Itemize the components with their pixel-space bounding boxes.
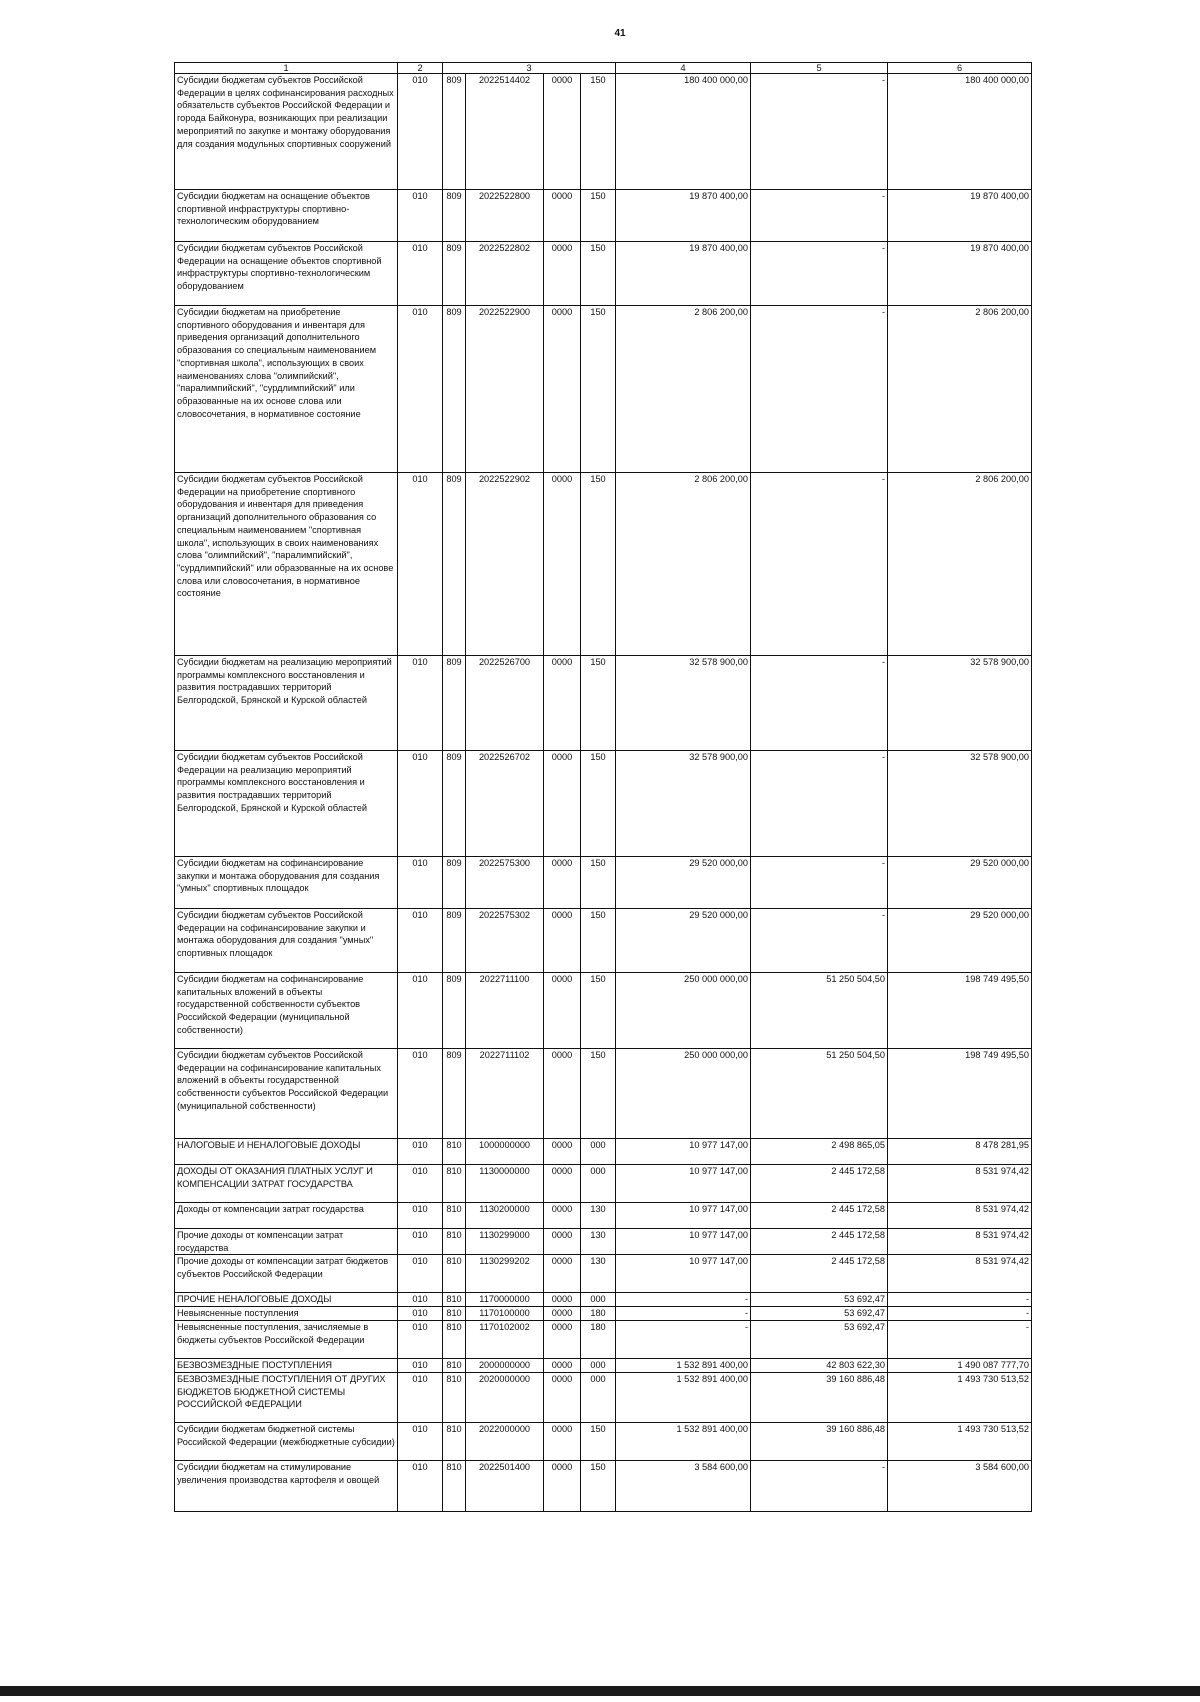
program-code: 0000 [544, 242, 581, 306]
kbk-code: 2022522900 [466, 306, 544, 473]
program-code: 0000 [544, 1203, 581, 1229]
table-row [175, 1422, 1032, 1460]
row-name: Невыясненные поступления, зачисляемые в бюджеты субъектов Российской Федерации [175, 1321, 398, 1359]
chapter-code: 810 [443, 1359, 466, 1373]
budget-table [174, 62, 1032, 1512]
program-code: 0000 [544, 1293, 581, 1307]
table-row [175, 973, 1032, 1049]
planned-amount: 1 532 891 400,00 [616, 1359, 751, 1373]
table-row [175, 242, 1032, 306]
kosgu-code: 150 [581, 473, 616, 656]
table-row [175, 1321, 1032, 1359]
table-row [175, 1293, 1032, 1307]
kosgu-code: 150 [581, 857, 616, 909]
table-row [175, 74, 1032, 190]
kosgu-code: 150 [581, 656, 616, 751]
column-header-5: 5 [751, 63, 888, 74]
chapter-code: 809 [443, 242, 466, 306]
executed-amount: - [751, 473, 888, 656]
chapter-code: 810 [443, 1372, 466, 1422]
table-row [175, 1229, 1032, 1255]
kbk-code: 1130299202 [466, 1255, 544, 1293]
admin-code: 010 [398, 1229, 443, 1255]
remaining-amount: 19 870 400,00 [888, 190, 1032, 242]
program-code: 0000 [544, 751, 581, 857]
admin-code: 010 [398, 74, 443, 190]
program-code: 0000 [544, 190, 581, 242]
executed-amount: - [751, 190, 888, 242]
row-name: Субсидии бюджетам на стимулирование увеличения производства картофеля и овощей [175, 1460, 398, 1511]
program-code: 0000 [544, 1307, 581, 1321]
table-row [175, 1307, 1032, 1321]
planned-amount: 10 977 147,00 [616, 1203, 751, 1229]
row-name: Прочие доходы от компенсации затрат бюджетов субъектов Российской Федерации [175, 1255, 398, 1293]
remaining-amount: 198 749 495,50 [888, 973, 1032, 1049]
row-name: Субсидии бюджетам на приобретение спортивного оборудования и инвентаря для приведения организаций дополнительного образования со специальным наименованием "спортивная школа", использующих в своих наименованиях слова "олимпийский", "паралимпийский", "сурдлимпийский" или образованные на их основе слова или словосочетания, в нормативное состояние [175, 306, 398, 473]
remaining-amount: - [888, 1307, 1032, 1321]
kbk-code: 1130299000 [466, 1229, 544, 1255]
program-code: 0000 [544, 74, 581, 190]
kosgu-code: 150 [581, 74, 616, 190]
kbk-code: 1000000000 [466, 1139, 544, 1165]
kosgu-code: 130 [581, 1203, 616, 1229]
row-name: ПРОЧИЕ НЕНАЛОГОВЫЕ ДОХОДЫ [175, 1293, 398, 1307]
column-header-1: 1 [175, 63, 398, 74]
executed-amount: 2 445 172,58 [751, 1229, 888, 1255]
row-name: ДОХОДЫ ОТ ОКАЗАНИЯ ПЛАТНЫХ УСЛУГ И КОМПЕНСАЦИИ ЗАТРАТ ГОСУДАРСТВА [175, 1165, 398, 1203]
table-row [175, 751, 1032, 857]
kosgu-code: 000 [581, 1359, 616, 1373]
program-code: 0000 [544, 656, 581, 751]
admin-code: 010 [398, 1307, 443, 1321]
planned-amount: 10 977 147,00 [616, 1139, 751, 1165]
admin-code: 010 [398, 1321, 443, 1359]
kosgu-code: 180 [581, 1307, 616, 1321]
program-code: 0000 [544, 1165, 581, 1203]
executed-amount: 42 803 622,30 [751, 1359, 888, 1373]
column-header-4: 4 [616, 63, 751, 74]
kosgu-code: 000 [581, 1372, 616, 1422]
planned-amount: 3 584 600,00 [616, 1460, 751, 1511]
row-name: Субсидии бюджетам на софинансирование капитальных вложений в объекты государственной собственности субъектов Российской Федерации (муниципальной собственности) [175, 973, 398, 1049]
row-name: НАЛОГОВЫЕ И НЕНАЛОГОВЫЕ ДОХОДЫ [175, 1139, 398, 1165]
kbk-code: 1170000000 [466, 1293, 544, 1307]
planned-amount: 1 532 891 400,00 [616, 1372, 751, 1422]
chapter-code: 809 [443, 306, 466, 473]
chapter-code: 810 [443, 1293, 466, 1307]
executed-amount: 2 445 172,58 [751, 1165, 888, 1203]
table-row [175, 190, 1032, 242]
executed-amount: 53 692,47 [751, 1307, 888, 1321]
program-code: 0000 [544, 1460, 581, 1511]
kbk-code: 2000000000 [466, 1359, 544, 1373]
executed-amount: 39 160 886,48 [751, 1422, 888, 1460]
kbk-code: 2022522800 [466, 190, 544, 242]
table-row [175, 1460, 1032, 1511]
admin-code: 010 [398, 1359, 443, 1373]
executed-amount: 2 498 865,05 [751, 1139, 888, 1165]
row-name: Субсидии бюджетам на оснащение объектов спортивной инфраструктуры спортивно-технологическим оборудованием [175, 190, 398, 242]
chapter-code: 810 [443, 1165, 466, 1203]
row-name: БЕЗВОЗМЕЗДНЫЕ ПОСТУПЛЕНИЯ ОТ ДРУГИХ БЮДЖЕТОВ БЮДЖЕТНОЙ СИСТЕМЫ РОССИЙСКОЙ ФЕДЕРАЦИИ [175, 1372, 398, 1422]
program-code: 0000 [544, 1049, 581, 1139]
kosgu-code: 150 [581, 1422, 616, 1460]
kbk-code: 1130000000 [466, 1165, 544, 1203]
chapter-code: 809 [443, 1049, 466, 1139]
row-name: Субсидии бюджетам на софинансирование закупки и монтажа оборудования для создания "умных" спортивных площадок [175, 857, 398, 909]
table-row [175, 1139, 1032, 1165]
chapter-code: 810 [443, 1321, 466, 1359]
planned-amount: 19 870 400,00 [616, 190, 751, 242]
kosgu-code: 150 [581, 242, 616, 306]
planned-amount: 180 400 000,00 [616, 74, 751, 190]
kosgu-code: 150 [581, 1049, 616, 1139]
row-name: Прочие доходы от компенсации затрат государства [175, 1229, 398, 1255]
chapter-code: 810 [443, 1139, 466, 1165]
admin-code: 010 [398, 473, 443, 656]
row-name: Субсидии бюджетам субъектов Российской Федерации на софинансирование закупки и монтажа оборудования для создания "умных" спортивных площадок [175, 909, 398, 973]
admin-code: 010 [398, 1255, 443, 1293]
kbk-code: 2022575302 [466, 909, 544, 973]
chapter-code: 809 [443, 473, 466, 656]
remaining-amount: 2 806 200,00 [888, 306, 1032, 473]
kbk-code: 2022522902 [466, 473, 544, 656]
row-name: Невыясненные поступления [175, 1307, 398, 1321]
planned-amount: 29 520 000,00 [616, 857, 751, 909]
executed-amount: 53 692,47 [751, 1293, 888, 1307]
program-code: 0000 [544, 306, 581, 473]
admin-code: 010 [398, 190, 443, 242]
planned-amount: 32 578 900,00 [616, 751, 751, 857]
remaining-amount: 29 520 000,00 [888, 909, 1032, 973]
kbk-code: 1170100000 [466, 1307, 544, 1321]
chapter-code: 810 [443, 1460, 466, 1511]
executed-amount: - [751, 242, 888, 306]
remaining-amount: - [888, 1293, 1032, 1307]
program-code: 0000 [544, 1229, 581, 1255]
row-name: Субсидии бюджетам бюджетной системы Российской Федерации (межбюджетные субсидии) [175, 1422, 398, 1460]
program-code: 0000 [544, 1422, 581, 1460]
executed-amount: - [751, 857, 888, 909]
remaining-amount: 8 531 974,42 [888, 1229, 1032, 1255]
remaining-amount: 32 578 900,00 [888, 751, 1032, 857]
kbk-code: 2022711100 [466, 973, 544, 1049]
chapter-code: 810 [443, 1422, 466, 1460]
kosgu-code: 150 [581, 1460, 616, 1511]
planned-amount: 29 520 000,00 [616, 909, 751, 973]
planned-amount: - [616, 1307, 751, 1321]
chapter-code: 809 [443, 973, 466, 1049]
column-header-6: 6 [888, 63, 1032, 74]
kbk-code: 2022501400 [466, 1460, 544, 1511]
planned-amount: 19 870 400,00 [616, 242, 751, 306]
row-name: Субсидии бюджетам субъектов Российской Федерации на софинансирование капитальных вложений в объекты государственной собственности субъектов Российской Федерации (муниципальной собственности) [175, 1049, 398, 1139]
remaining-amount: 29 520 000,00 [888, 857, 1032, 909]
admin-code: 010 [398, 1139, 443, 1165]
remaining-amount: 8 478 281,95 [888, 1139, 1032, 1165]
remaining-amount: 198 749 495,50 [888, 1049, 1032, 1139]
chapter-code: 809 [443, 909, 466, 973]
program-code: 0000 [544, 1359, 581, 1373]
chapter-code: 809 [443, 656, 466, 751]
table-row [175, 1049, 1032, 1139]
executed-amount: - [751, 1460, 888, 1511]
kbk-code: 2022000000 [466, 1422, 544, 1460]
kosgu-code: 150 [581, 751, 616, 857]
planned-amount: 250 000 000,00 [616, 973, 751, 1049]
admin-code: 010 [398, 751, 443, 857]
program-code: 0000 [544, 473, 581, 656]
executed-amount: 39 160 886,48 [751, 1372, 888, 1422]
row-name: Субсидии бюджетам субъектов Российской Федерации на приобретение спортивного оборудования и инвентаря для приведения организаций дополнительного образования со специальным наименованием "спортивная школа", использующих в своих наименованиях слова "олимпийский", "паралимпийский", "сурдлимпийский" или образованные на их основе слова или словосочетания, в нормативное состояние [175, 473, 398, 656]
table-row [175, 1372, 1032, 1422]
kosgu-code: 130 [581, 1255, 616, 1293]
table-row [175, 857, 1032, 909]
kbk-code: 2022522802 [466, 242, 544, 306]
kbk-code: 2022711102 [466, 1049, 544, 1139]
admin-code: 010 [398, 857, 443, 909]
program-code: 0000 [544, 1372, 581, 1422]
admin-code: 010 [398, 909, 443, 973]
table-row [175, 306, 1032, 473]
remaining-amount: 3 584 600,00 [888, 1460, 1032, 1511]
row-name: Субсидии бюджетам субъектов Российской Федерации на оснащение объектов спортивной инфраструктуры спортивно-технологическим оборудованием [175, 242, 398, 306]
kosgu-code: 000 [581, 1165, 616, 1203]
chapter-code: 809 [443, 857, 466, 909]
admin-code: 010 [398, 656, 443, 751]
chapter-code: 810 [443, 1229, 466, 1255]
remaining-amount: 8 531 974,42 [888, 1255, 1032, 1293]
remaining-amount: - [888, 1321, 1032, 1359]
table-row [175, 1165, 1032, 1203]
planned-amount: 32 578 900,00 [616, 656, 751, 751]
executed-amount: - [751, 751, 888, 857]
row-name: Субсидии бюджетам субъектов Российской Федерации на реализацию мероприятий программы комплексного восстановления и развития пострадавших территорий Белгородской, Брянской и Курской областей [175, 751, 398, 857]
scan-bottom-edge [0, 1686, 1200, 1696]
kbk-code: 1170102002 [466, 1321, 544, 1359]
admin-code: 010 [398, 1049, 443, 1139]
planned-amount: 2 806 200,00 [616, 306, 751, 473]
kosgu-code: 000 [581, 1139, 616, 1165]
planned-amount: - [616, 1293, 751, 1307]
remaining-amount: 1 493 730 513,52 [888, 1422, 1032, 1460]
chapter-code: 810 [443, 1203, 466, 1229]
kbk-code: 2022526702 [466, 751, 544, 857]
program-code: 0000 [544, 1139, 581, 1165]
executed-amount: 51 250 504,50 [751, 973, 888, 1049]
kosgu-code: 150 [581, 190, 616, 242]
kbk-code: 2020000000 [466, 1372, 544, 1422]
admin-code: 010 [398, 306, 443, 473]
executed-amount: 51 250 504,50 [751, 1049, 888, 1139]
planned-amount: 10 977 147,00 [616, 1229, 751, 1255]
chapter-code: 809 [443, 74, 466, 190]
kosgu-code: 000 [581, 1293, 616, 1307]
program-code: 0000 [544, 1321, 581, 1359]
row-name: Доходы от компенсации затрат государства [175, 1203, 398, 1229]
kosgu-code: 150 [581, 306, 616, 473]
remaining-amount: 32 578 900,00 [888, 656, 1032, 751]
executed-amount: 53 692,47 [751, 1321, 888, 1359]
column-header-2: 2 [398, 63, 443, 74]
program-code: 0000 [544, 857, 581, 909]
kbk-code: 2022575300 [466, 857, 544, 909]
admin-code: 010 [398, 1165, 443, 1203]
program-code: 0000 [544, 1255, 581, 1293]
program-code: 0000 [544, 973, 581, 1049]
kbk-code: 2022514402 [466, 74, 544, 190]
planned-amount: 250 000 000,00 [616, 1049, 751, 1139]
page-number: 41 [614, 28, 626, 39]
table-row [175, 1359, 1032, 1373]
admin-code: 010 [398, 973, 443, 1049]
remaining-amount: 19 870 400,00 [888, 242, 1032, 306]
chapter-code: 810 [443, 1307, 466, 1321]
remaining-amount: 8 531 974,42 [888, 1203, 1032, 1229]
admin-code: 010 [398, 1372, 443, 1422]
admin-code: 010 [398, 1293, 443, 1307]
row-name: Субсидии бюджетам на реализацию мероприятий программы комплексного восстановления и развития пострадавших территорий Белгородской, Брянской и Курской областей [175, 656, 398, 751]
planned-amount: 10 977 147,00 [616, 1255, 751, 1293]
planned-amount: 1 532 891 400,00 [616, 1422, 751, 1460]
executed-amount: 2 445 172,58 [751, 1203, 888, 1229]
executed-amount: - [751, 74, 888, 190]
kosgu-code: 130 [581, 1229, 616, 1255]
remaining-amount: 1 490 087 777,70 [888, 1359, 1032, 1373]
table-row [175, 1255, 1032, 1293]
table-row [175, 1203, 1032, 1229]
table-row [175, 909, 1032, 973]
chapter-code: 809 [443, 190, 466, 242]
remaining-amount: 8 531 974,42 [888, 1165, 1032, 1203]
chapter-code: 810 [443, 1255, 466, 1293]
planned-amount: 10 977 147,00 [616, 1165, 751, 1203]
row-name: Субсидии бюджетам субъектов Российской Федерации в целях софинансирования расходных обязательств субъектов Российской Федерации и города Байконура, возникающих при реализации мероприятий по закупке и монтажу оборудования для создания модульных спортивных сооружений [175, 74, 398, 190]
program-code: 0000 [544, 909, 581, 973]
column-header-3: 3 [443, 63, 616, 74]
kosgu-code: 150 [581, 909, 616, 973]
table-row [175, 656, 1032, 751]
remaining-amount: 2 806 200,00 [888, 473, 1032, 656]
table-row [175, 473, 1032, 656]
kosgu-code: 150 [581, 973, 616, 1049]
remaining-amount: 1 493 730 513,52 [888, 1372, 1032, 1422]
kosgu-code: 180 [581, 1321, 616, 1359]
admin-code: 010 [398, 1203, 443, 1229]
admin-code: 010 [398, 242, 443, 306]
executed-amount: - [751, 656, 888, 751]
kbk-code: 1130200000 [466, 1203, 544, 1229]
remaining-amount: 180 400 000,00 [888, 74, 1032, 190]
table-header-row [175, 63, 1032, 74]
planned-amount: 2 806 200,00 [616, 473, 751, 656]
executed-amount: 2 445 172,58 [751, 1255, 888, 1293]
chapter-code: 809 [443, 751, 466, 857]
admin-code: 010 [398, 1460, 443, 1511]
row-name: БЕЗВОЗМЕЗДНЫЕ ПОСТУПЛЕНИЯ [175, 1359, 398, 1373]
planned-amount: - [616, 1321, 751, 1359]
executed-amount: - [751, 306, 888, 473]
executed-amount: - [751, 909, 888, 973]
kbk-code: 2022526700 [466, 656, 544, 751]
admin-code: 010 [398, 1422, 443, 1460]
